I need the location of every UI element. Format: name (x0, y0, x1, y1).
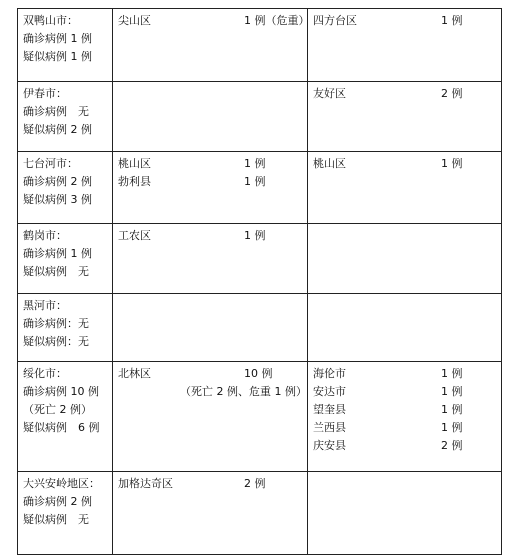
district-count: 2 例 (441, 439, 463, 452)
confirmed-district-cell (113, 472, 308, 555)
city-stat-line: 确诊病例：无 (23, 317, 89, 330)
city-stat-line: 疑似病例 2 例 (23, 123, 92, 136)
district-name: 安达市 (313, 385, 346, 398)
district-entry (118, 475, 302, 493)
district-entry (118, 365, 302, 383)
suspected-district-cell (308, 362, 502, 472)
district-entry (118, 155, 302, 173)
district-count: 1 例 (441, 14, 463, 27)
city-name: 双鸭山市： (23, 14, 78, 27)
district-name: 友好区 (313, 87, 346, 100)
suspected-district-cell (308, 472, 502, 555)
district-count: 1 例（危重） (244, 14, 310, 27)
city-stat-line: （死亡 2 例） (23, 403, 92, 416)
city-stat-line: 确诊病例 10 例 (23, 385, 99, 398)
confirmed-district-cell (113, 362, 308, 472)
district-entry (118, 12, 310, 30)
city-stat-line: 确诊病例 2 例 (23, 175, 92, 188)
city-cell (18, 152, 113, 224)
district-name: 加格达奇区 (118, 477, 173, 490)
district-name: 尖山区 (118, 14, 151, 27)
table-row (18, 472, 502, 555)
district-entry (313, 85, 496, 103)
district-count: 1 例 (441, 367, 463, 380)
district-count: 2 例 (244, 477, 266, 490)
city-name: 绥化市： (23, 367, 67, 380)
district-name: 望奎县 (313, 403, 346, 416)
district-entry (313, 401, 496, 419)
district-count: 1 例 (441, 385, 463, 398)
district-count: 1 例 (244, 157, 266, 170)
district-name: 海伦市 (313, 367, 346, 380)
confirmed-district-cell (113, 294, 308, 362)
suspected-district-cell (308, 294, 502, 362)
case-table-body (18, 9, 502, 555)
city-stat-line: 疑似病例 3 例 (23, 193, 92, 206)
city-cell (18, 362, 113, 472)
district-name: 庆安县 (313, 439, 346, 452)
district-name: 北林区 (118, 367, 151, 380)
city-stat-line: 确诊病例 2 例 (23, 495, 92, 508)
district-entry (313, 437, 496, 455)
district-entry (313, 383, 496, 401)
district-name: 桃山区 (313, 157, 346, 170)
city-name: 大兴安岭地区： (23, 477, 100, 490)
city-stat-line: 疑似病例 6 例 (23, 421, 100, 434)
district-name: 勃利县 (118, 175, 151, 188)
district-entry (118, 173, 302, 191)
confirmed-district-cell (113, 224, 308, 294)
city-stat-line: 疑似病例 无 (23, 513, 89, 526)
city-stat-line: 疑似病例：无 (23, 335, 89, 348)
district-count: 1 例 (441, 157, 463, 170)
district-name: 桃山区 (118, 157, 151, 170)
district-count: 2 例 (441, 87, 463, 100)
city-cell (18, 224, 113, 294)
district-entry (313, 12, 496, 30)
suspected-district-cell (308, 224, 502, 294)
district-count: 1 例 (244, 229, 266, 242)
district-name: 四方台区 (313, 14, 357, 27)
city-name: 伊春市： (23, 87, 67, 100)
district-entry (313, 419, 496, 437)
table-row (18, 9, 502, 82)
table-row (18, 224, 502, 294)
confirmed-district-cell (113, 82, 308, 152)
city-stat-line: 确诊病例 1 例 (23, 32, 92, 45)
city-stat-line: 疑似病例 无 (23, 265, 89, 278)
table-row (18, 362, 502, 472)
district-name: 兰西县 (313, 421, 346, 434)
suspected-district-cell (308, 82, 502, 152)
case-table (17, 8, 502, 555)
city-stat-line: 疑似病例 1 例 (23, 50, 92, 63)
district-entry (118, 227, 302, 245)
confirmed-district-cell (113, 9, 308, 82)
district-count: 1 例 (244, 175, 266, 188)
city-stat-line: 确诊病例 无 (23, 105, 89, 118)
city-name: 七台河市： (23, 157, 78, 170)
city-name: 黑河市： (23, 299, 67, 312)
city-name: 鹤岗市： (23, 229, 67, 242)
district-count: 10 例 (244, 367, 273, 380)
district-entry (313, 365, 496, 383)
district-entry (313, 155, 496, 173)
city-cell (18, 294, 113, 362)
city-cell (18, 82, 113, 152)
district-count: 1 例 (441, 403, 463, 416)
district-note: （死亡 2 例、危重 1 例） (180, 385, 307, 398)
confirmed-district-cell (113, 152, 308, 224)
city-cell (18, 9, 113, 82)
district-count: 1 例 (441, 421, 463, 434)
district-name: 工农区 (118, 229, 151, 242)
table-row (18, 152, 502, 224)
suspected-district-cell (308, 9, 502, 82)
city-stat-line: 确诊病例 1 例 (23, 247, 92, 260)
table-row (18, 82, 502, 152)
suspected-district-cell (308, 152, 502, 224)
city-cell (18, 472, 113, 555)
table-row (18, 294, 502, 362)
